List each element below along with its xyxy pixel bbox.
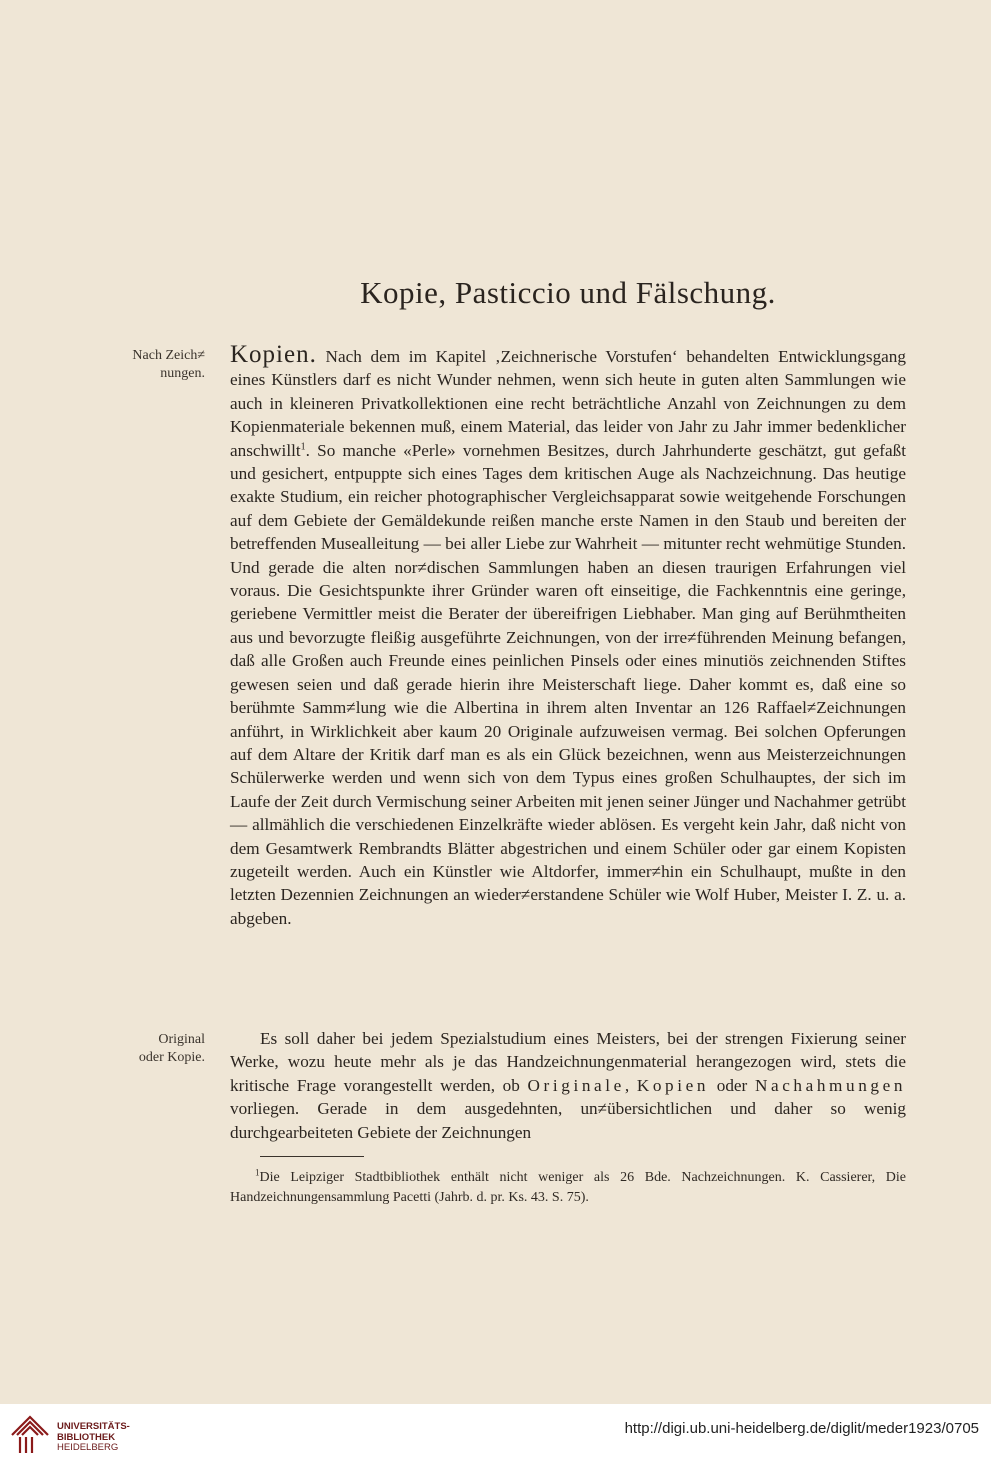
library-name-line: HEIDELBERG	[57, 1442, 119, 1453]
footnote-reference[interactable]: 1	[300, 440, 306, 452]
footnote-mark: 1	[255, 1167, 260, 1178]
emphasis-kopien: Kopien	[636, 1075, 710, 1095]
library-name[interactable]	[57, 1422, 130, 1454]
margin-note-original	[100, 1031, 205, 1067]
emphasis-nachahmungen: Nachahmungen	[754, 1075, 907, 1095]
library-name-line: UNIVERSITÄTS-	[57, 1421, 130, 1432]
paragraph-text: . So manche «Perle» vornehmen Besitzes, durch Jahrhunderte geschätzt, gut gefaßt und gesichert, entpuppte sich eines Tages dem kritischen Auge als Nachzeichnung. Das heutige exakte Studium, ein reicher photographischer Vergleichsapparat sowie weitgehende Forschungen auf dem Gebiete der Gemäldekunde reißen manche erste Namen in den Staub und bereiten der betreffenden Musealleitung — bei aller Liebe zur Wahrheit — mitunter recht wehmütige Stunden. Und gerade die alten nor≠dischen Sammlungen haben an diesen traurigen Erfahrungen viel voraus. Die Gesichtspunkte ihrer Gründer waren oft einseitige, die Fachkenntnis eine geringe, geriebene Vermittler meist die Berater der übereifrigen Liebhaber. Man ging auf Berühmtheiten aus und bevorzugte fleißig ausgeführte Zeichnungen, von der irre≠führenden Meinung befangen, daß alle Großen auch Freunde eines peinlichen Pinsels oder eines minutiös zeichnenden Stiftes gewesen seien und daß gerade hierin ihre Meisterschaft liege. Daher kommt es, daß eine so berühmte Samm≠lung wie die Albertina in ihrem alten Inventar an 126 Raffael≠Zeichnungen anführt, in Wirklichkeit aber kaum 20 Originale aufzuweisen vermag. Bei solchen Opferungen auf dem Altare der Kritik darf man es als ein Glück bezeichnen, wenn aus Meisterzeichnungen Schülerwerke werden und wenn sich von dem Typus eines großen Schulhauptes, der sich im Laufe der Zeit durch Vermischung seiner Arbeiten mit jenen seiner Jünger und Nachahmer getrübt — allmählich die verschiedenen Einzelkräfte wieder ablösen. Es vergeht kein Jahr, daß nicht von dem Gesamtwerk Rembrandts Blätter abgestrichen und einem Schüler oder gar einem Kopisten zugeteilt werden. Auch ein Künstler wie Altdorfer, immer≠hin ein Schulhaupt, mußte in den letzten Dezennien Zeichnungen an wieder≠erstandene Schüler wie Wolf Huber, Meister I. Z. u. a. abgeben.	[230, 440, 906, 928]
margin-note-line: Original	[158, 1032, 205, 1047]
paragraph-text: ,	[624, 1075, 637, 1095]
margin-note-line: oder Kopie.	[138, 1050, 205, 1065]
page-title: Kopie, Pasticcio und Fälschung.	[360, 275, 776, 310]
footnote	[230, 1168, 906, 1208]
lead-word: Kopien.	[230, 341, 317, 368]
margin-note-line: Nach Zeich≠	[132, 348, 205, 363]
paragraph-text: Nach dem im Kapitel ‚Zeichnerische Vorstufen‘ behandelten Entwicklungsgang eines Künstlers darf es nicht Wunder nehmen, wenn sich heute in guten alten Sammlungen wie auch in kleineren Privatkollektionen eine recht beträchtliche Anzahl von Zeichnungen zu dem Kopienmateriale bekennen muß, einem Material, das leider von Jahr zu Jahr immer bedenklicher anschwillt	[230, 347, 906, 460]
footer-bar	[0, 1404, 991, 1477]
source-url-link[interactable]: http://digi.ub.uni-heidelberg.de/diglit/meder1923/0705	[624, 1420, 979, 1437]
body-paragraph-1	[230, 343, 906, 930]
footnote-divider	[260, 1156, 364, 1157]
emphasis-originale: Originale	[527, 1075, 625, 1095]
paragraph-text: vorliegen. Gerade in dem ausgedehnten, un≠übersichtlichen und daher so wenig durchgearbeiteten Gebiete der Zeichnungen	[230, 1099, 906, 1142]
library-logo-icon	[8, 1413, 52, 1457]
paragraph-text: oder	[709, 1075, 755, 1095]
library-name-line: BIBLIOTHEK	[57, 1431, 116, 1443]
paragraph-text: Es soll daher bei jedem Spezialstudium eines Meisters, bei der strengen Fixierung seiner Werke, wozu heute mehr als je das Handzeichnungenmaterial herangezogen wird, stets die kritische Frage vorangestellt werden, ob	[230, 1029, 906, 1095]
footnote-text: Die Leipziger Stadtbibliothek enthält nicht weniger als 26 Bde. Nachzeichnungen. K. Cassierer, Die Handzeichnungensammlung Pacetti (Jahrb. d. pr. Ks. 43. S. 75).	[230, 1170, 906, 1205]
body-paragraph-2	[230, 1027, 906, 1144]
margin-note-drawings	[100, 347, 205, 383]
margin-note-line: nungen.	[160, 366, 205, 381]
